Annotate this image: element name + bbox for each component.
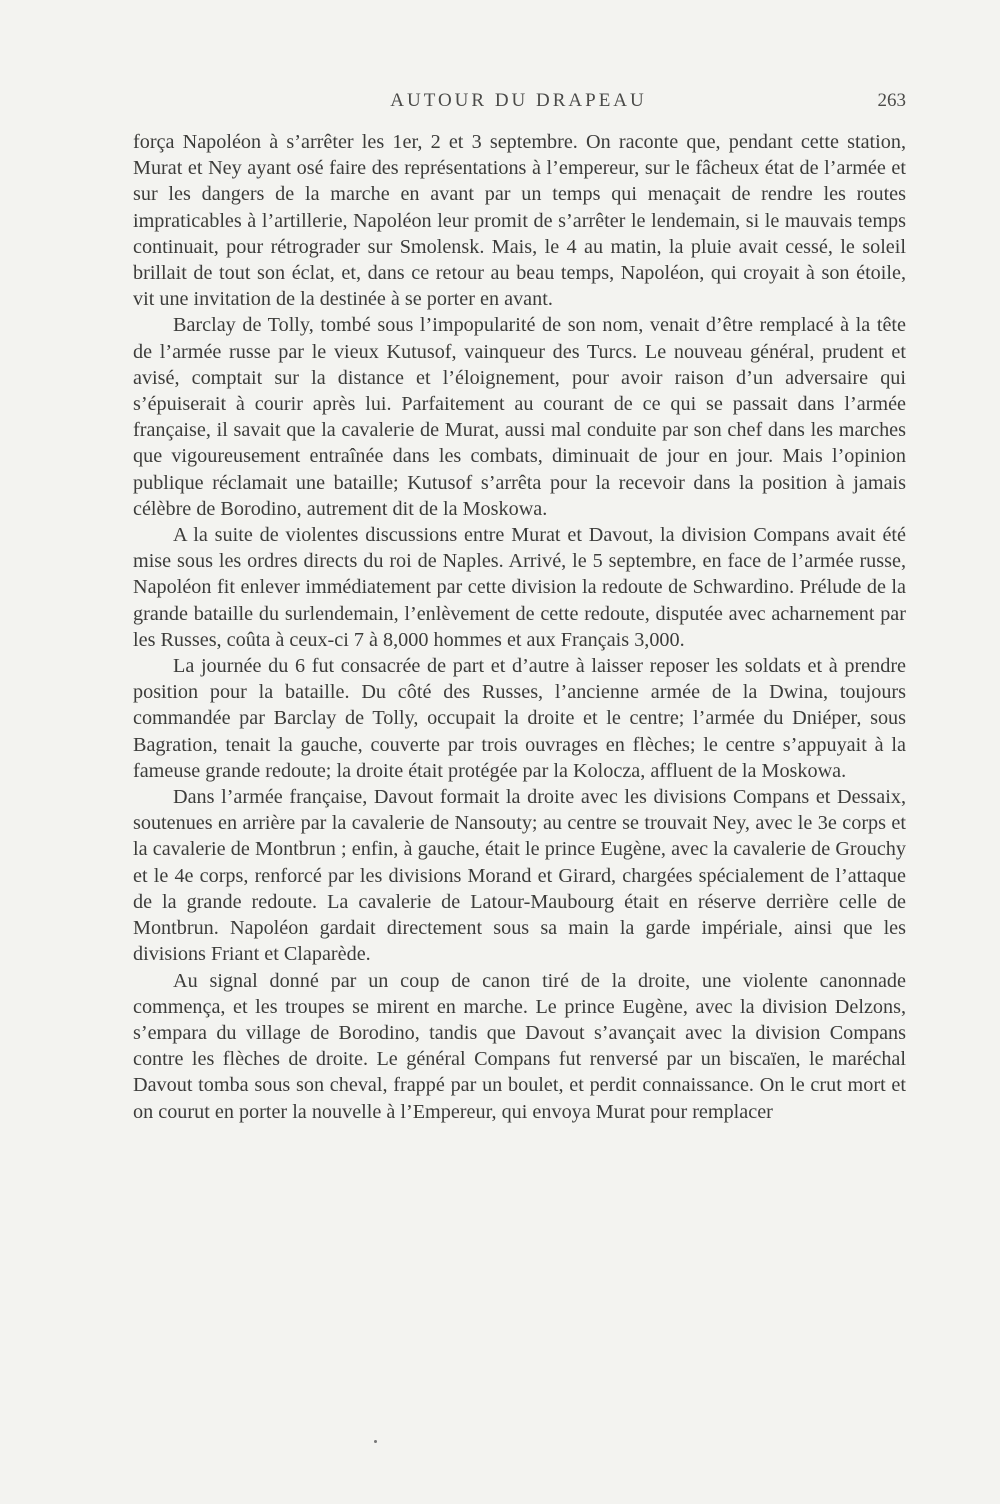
paragraph: La journée du 6 fut consacrée de part et d’autre à laisser reposer les soldats et à prendre position pour la bataille. Du côté des Russes, l’ancienne armée de la Dwina, toujours commandée par Barclay de Tolly, occupait la droite et le centre; l’armée du Dniéper, sous Bagration, tenait la gauche, couverte par trois ouvrages en flèches; le centre s’appuyait à la fameuse grande redoute; la droite était protégée par la Kolocza, affluent de la Moskowa. xyxy=(133,655,906,782)
paragraph: Dans l’armée française, Davout formait la droite avec les divisions Compans et Dessaix, soutenues en arrière par la cavalerie de Nansouty; au centre se trouvait Ney, avec le 3e corps et la cavalerie de Montbrun ; enfin, à gauche, était le prince Eugène, avec la cavalerie de Grouchy et le 4e corps, renforcé par les divisions Morand et Girard, chargées spécialement de l’attaque de la grande redoute. La cavalerie de Latour-Maubourg était en réserve derrière celle de Montbrun. Napoléon gardait directement sous sa main la garde impériale, ainsi que les divisions Friant et Claparède. xyxy=(133,786,906,966)
paper-speck xyxy=(374,1440,377,1443)
page-number: 263 xyxy=(877,90,906,111)
running-title: AUTOUR DU DRAPEAU xyxy=(390,90,647,111)
paragraph: força Napoléon à s’arrêter les 1er, 2 et 3 septembre. On raconte que, pendant cette station, Murat et Ney ayant osé faire des représentations à l’empereur, sur le fâcheux état de l’armée et sur les dangers de la marche en avant par un temps qui menaçait de rendre les routes impraticables à l’artillerie, Napoléon leur promit de s’arrêter le lendemain, si le mauvais temps continuait, pour rétrograder sur Smolensk. Mais, le 4 au matin, la pluie avait cessé, le soleil brillait de tout son éclat, et, dans ce retour au beau temps, Napoléon, qui croyait à son étoile, vit une invitation de la destinée à se porter en avant. xyxy=(133,131,906,311)
running-header xyxy=(131,90,906,116)
paragraph: A la suite de violentes discussions entre Murat et Davout, la division Compans avait été mise sous les ordres directs du roi de Naples. Arrivé, le 5 septembre, en face de l’armée russe, Napoléon fit enlever immédiatement par cette division la redoute de Schwardino. Prélude de la grande bataille du surlendemain, l’enlèvement de cette redoute, disputée avec acharnement par les Russes, coûta à ceux-ci 7 à 8,000 hommes et aux Français 3,000. xyxy=(133,524,906,651)
paragraph: Au signal donné par un coup de canon tiré de la droite, une violente canonnade commença, et les troupes se mirent en marche. Le prince Eugène, avec la division Delzons, s’empara du village de Borodino, tandis que Davout s’avançait avec la division Compans contre les flèches de droite. Le général Compans fut renversé par un biscaïen, le maréchal Davout tomba sous son cheval, frappé par un boulet, et perdit connaissance. On le crut mort et on courut en porter la nouvelle à l’Empereur, qui envoya Murat pour remplacer xyxy=(133,969,906,1123)
paragraph: Barclay de Tolly, tombé sous l’impopularité de son nom, venait d’être remplacé à la tête de l’armée russe par le vieux Kutusof, vainqueur des Turcs. Le nouveau général, prudent et avisé, comptait sur la distance et l’éloignement, pour avoir raison d’un adversaire qui s’épuiserait à courir après lui. Parfaitement au courant de ce qui se passait dans l’armée française, il savait que la cavalerie de Murat, aussi mal conduite par son chef dans les marches que vigoureusement entraînée dans les combats, diminuait de jour en jour. Mais l’opinion publique réclamait une bataille; Kutusof s’arrêta pour la recevoir dans la position à jamais célèbre de Borodino, autrement dit de la Moskowa. xyxy=(133,314,906,520)
body-text xyxy=(133,129,906,1125)
